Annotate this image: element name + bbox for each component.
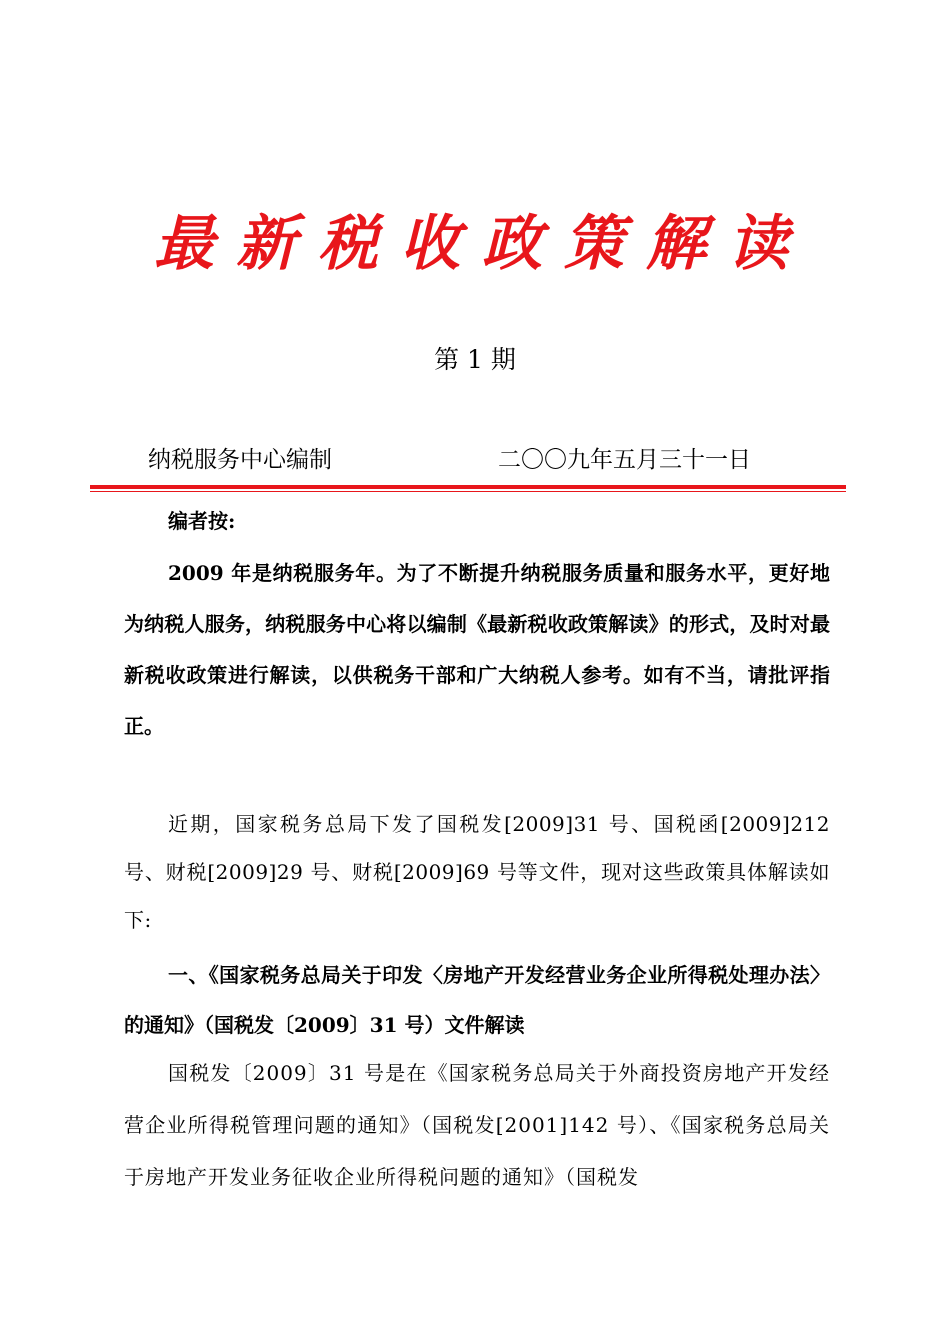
editors-note xyxy=(124,548,830,752)
intro-paragraph: 近期，国家税务总局下发了国税发[2009]31 号、国税函[2009]212 号、财税[2009]29 号、财税[2009]69 号等文件，现对这些政策具体解读如下: xyxy=(124,812,830,932)
issue-date: 二〇〇九年五月三十一日 xyxy=(498,447,751,473)
issue-number: 第 1 期 xyxy=(434,345,516,374)
intro-section xyxy=(124,800,830,944)
section-1-heading: 一、《国家税务总局关于印发〈房地产开发经营业务企业所得税处理办法〉的通知》（国税发〔2009〕31 号）文件解读 xyxy=(124,963,830,1037)
header-rule-thick xyxy=(90,485,846,489)
editors-note-text: 2009 年是纳税服务年。为了不断提升纳税服务质量和服务水平，更好地为纳税人服务，纳税服务中心将以编制《最新税收政策解读》的形式，及时对最新税收政策进行解读，以供税务干部和广大纳税人参考。如有不当，请批评指正。 xyxy=(124,561,830,738)
section-1-paragraph: 国税发〔2009〕31 号是在《国家税务总局关于外商投资房地产开发经营企业所得税管理问题的通知》（国税发[2001]142 号）、《国家税务总局关于房地产开发业务征收企业所得税问题的通知》（国税发 xyxy=(124,1061,830,1189)
section-body xyxy=(124,1047,830,1203)
masthead-title: 最新税收政策解读 xyxy=(154,209,810,279)
editors-note-label: 编者按: xyxy=(168,509,236,533)
section-heading xyxy=(124,950,830,1050)
header-rule-thin xyxy=(90,491,846,492)
editor-organization: 纳税服务中心编制 xyxy=(148,447,332,473)
